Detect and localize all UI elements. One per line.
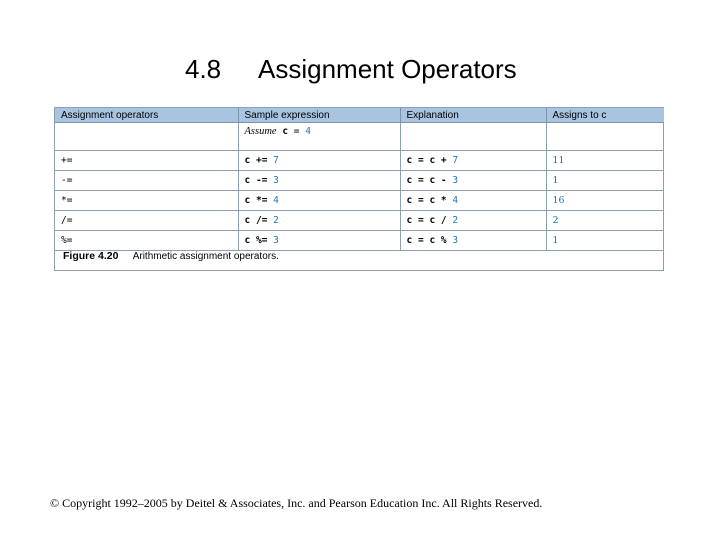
sample-var: c <box>244 235 251 246</box>
result-value: 1 <box>552 175 559 186</box>
result-cell <box>546 211 664 231</box>
section-number: 4.8 <box>185 54 222 84</box>
assume-row <box>55 123 664 151</box>
operator-symbol: *= <box>61 195 73 206</box>
exp-op: * <box>440 195 447 206</box>
sample-val: 2 <box>273 215 279 226</box>
table-row <box>55 171 664 191</box>
sample-var: c <box>244 215 251 226</box>
exp-eq: = <box>417 195 424 206</box>
result-cell <box>546 151 664 171</box>
sample-var: c <box>244 155 251 166</box>
sample-op: -= <box>255 175 268 186</box>
result-value: 1 <box>552 235 559 246</box>
exp-val: 3 <box>452 235 459 246</box>
exp-op: / <box>440 215 447 226</box>
exp-lhs: c <box>406 155 413 166</box>
operators-table <box>55 108 664 251</box>
result-value: 11 <box>552 155 565 166</box>
result-cell <box>546 191 664 211</box>
explanation-cell <box>400 171 546 191</box>
operator-cell <box>55 171 238 191</box>
assume-empty-cell <box>546 123 664 151</box>
exp-eq: = <box>417 175 424 186</box>
result-cell <box>546 171 664 191</box>
sample-var: c <box>244 175 251 186</box>
exp-var: c <box>429 155 436 166</box>
figure-label: Figure 4.20 <box>63 250 119 262</box>
sample-op: %= <box>255 235 268 246</box>
exp-op: + <box>440 155 447 166</box>
header-assignment-operators: Assignment operators <box>55 108 238 123</box>
assume-val: 4 <box>305 126 311 137</box>
exp-var: c <box>429 175 436 186</box>
exp-val: 2 <box>452 215 459 226</box>
exp-var: c <box>429 235 436 246</box>
exp-lhs: c <box>406 175 413 186</box>
assume-prefix: Assume <box>244 126 277 137</box>
sample-val: 7 <box>273 155 279 166</box>
exp-val: 3 <box>452 175 459 186</box>
assume-empty-cell <box>55 123 238 151</box>
table-row <box>55 151 664 171</box>
assume-eq: = <box>293 126 306 137</box>
table-header-row <box>55 108 664 123</box>
operator-symbol: -= <box>61 175 73 186</box>
operator-symbol: %= <box>61 235 73 246</box>
section-title: Assignment Operators <box>258 54 517 84</box>
exp-eq: = <box>417 155 424 166</box>
explanation-cell <box>400 151 546 171</box>
exp-lhs: c <box>406 215 413 226</box>
operator-cell <box>55 191 238 211</box>
sample-expression-cell <box>238 231 400 251</box>
table-row <box>55 231 664 251</box>
exp-val: 4 <box>452 195 459 206</box>
result-value: 2 <box>552 215 559 226</box>
operator-cell <box>55 211 238 231</box>
sample-expression-cell <box>238 191 400 211</box>
exp-eq: = <box>417 215 424 226</box>
sample-expression-cell <box>238 171 400 191</box>
sample-op: *= <box>255 195 268 206</box>
exp-op: - <box>440 175 447 186</box>
header-explanation: Explanation <box>400 108 546 123</box>
sample-expression-cell <box>238 211 400 231</box>
exp-val: 7 <box>452 155 459 166</box>
sample-op: += <box>255 155 268 166</box>
exp-var: c <box>429 195 436 206</box>
copyright-notice: © Copyright 1992–2005 by Deitel & Associates, Inc. and Pearson Education Inc. All Rights Reserved. <box>50 496 543 510</box>
sample-val: 3 <box>273 175 279 186</box>
slide-title <box>0 50 720 90</box>
assume-var: c <box>282 126 289 137</box>
sample-expression-cell <box>238 151 400 171</box>
header-sample-expression: Sample expression <box>238 108 400 123</box>
figure-table <box>54 107 664 271</box>
result-cell <box>546 231 664 251</box>
exp-op: % <box>440 235 447 246</box>
exp-eq: = <box>417 235 424 246</box>
exp-lhs: c <box>406 195 413 206</box>
operator-cell <box>55 151 238 171</box>
operator-symbol: /= <box>61 215 73 226</box>
sample-val: 4 <box>273 195 279 206</box>
explanation-cell <box>400 211 546 231</box>
figure-caption <box>63 250 279 262</box>
sample-op: /= <box>255 215 268 226</box>
operator-symbol: += <box>61 155 73 166</box>
table-row <box>55 191 664 211</box>
exp-var: c <box>429 215 436 226</box>
header-assigns-to-c: Assigns to c <box>546 108 664 123</box>
exp-lhs: c <box>406 235 413 246</box>
assume-empty-cell <box>400 123 546 151</box>
result-value: 16 <box>552 195 565 206</box>
table-row <box>55 211 664 231</box>
assume-cell <box>238 123 400 151</box>
sample-val: 3 <box>273 235 279 246</box>
operator-cell <box>55 231 238 251</box>
explanation-cell <box>400 231 546 251</box>
explanation-cell <box>400 191 546 211</box>
sample-var: c <box>244 195 251 206</box>
figure-caption-text: Arithmetic assignment operators. <box>132 251 279 262</box>
